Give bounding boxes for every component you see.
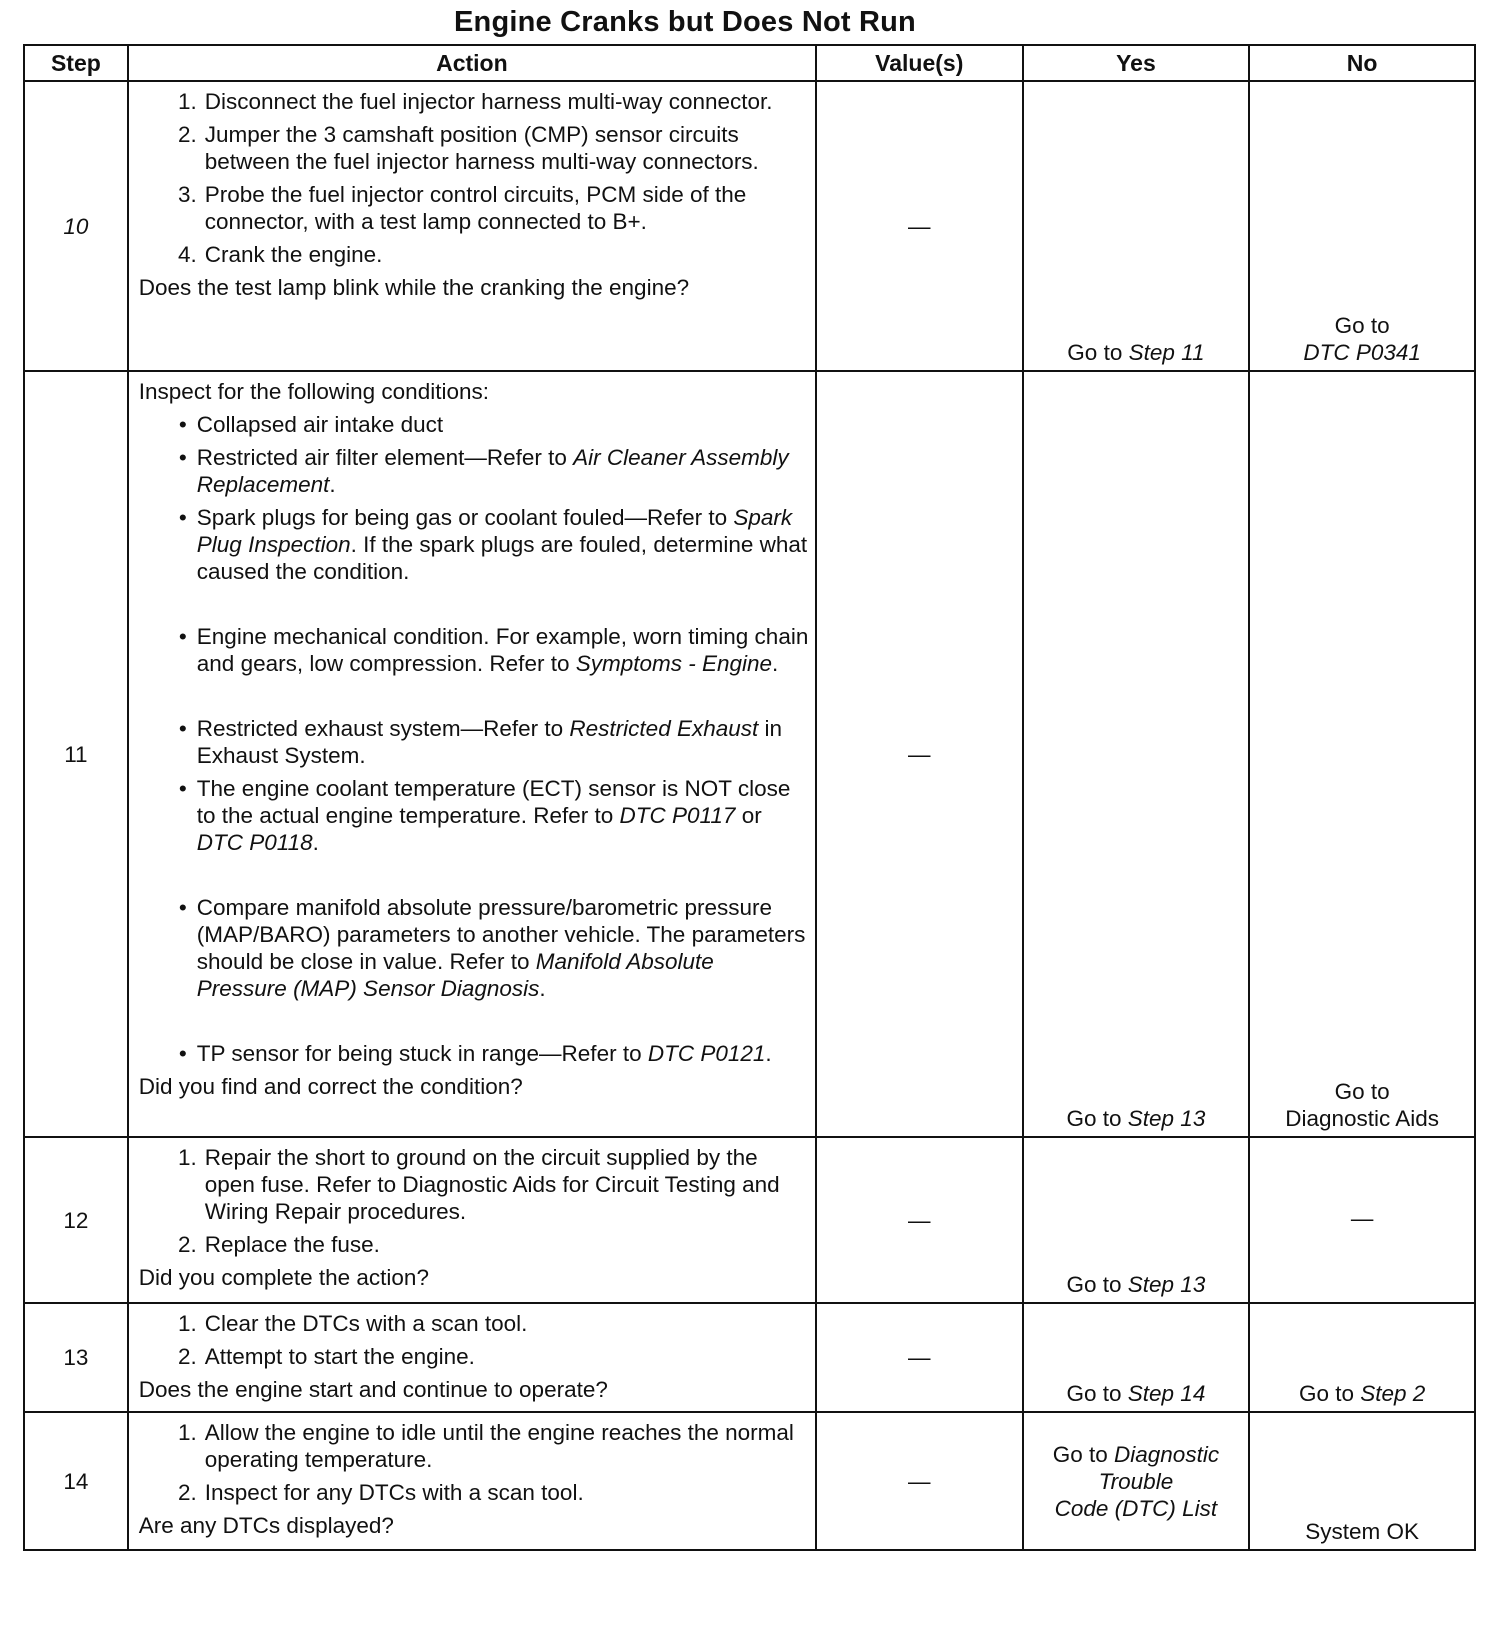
action-item: Allow the engine to idle until the engine reaches the normal operating temperature.: [204, 1420, 794, 1472]
no-cell: —: [1249, 1137, 1475, 1303]
ref-link[interactable]: DTC P0117: [619, 803, 736, 828]
yes-cell: Go to Step 13: [1023, 1137, 1250, 1303]
diagnostic-table: [23, 44, 1476, 1551]
no-link[interactable]: DTC P0341: [1303, 340, 1421, 365]
action-question: Does the test lamp blink while the cranking the engine?: [138, 275, 690, 300]
yes-cell: Go to Diagnostic Trouble Code (DTC) List: [1023, 1412, 1250, 1550]
condition-item: Restricted air filter element—Refer to Air Cleaner Assembly Replacement.: [196, 445, 789, 497]
action-question: Did you find and correct the condition?: [138, 1074, 523, 1099]
condition-item: Spark plugs for being gas or coolant fouled—Refer to Spark Plug Inspection. If the spark plugs are fouled, determine what caused the condition.: [196, 505, 808, 584]
table-row-step-12: [24, 1137, 1475, 1303]
value-cell: —: [816, 1137, 1023, 1303]
condition-item: Engine mechanical condition. For example, worn timing chain and gears, low compression. Refer to Symptoms - Engine.: [196, 624, 809, 676]
header-no: No: [1249, 45, 1475, 81]
value-cell: —: [816, 1303, 1023, 1412]
no-cell: Go to Step 2: [1249, 1303, 1475, 1412]
header-row: [24, 45, 1475, 81]
action-item: Inspect for any DTCs with a scan tool.: [204, 1480, 584, 1505]
step-number: 10: [24, 81, 128, 371]
ref-link[interactable]: Manifold Absolute Pressure (MAP) Sensor Diagnosis: [196, 949, 714, 1001]
step-number: 12: [24, 1137, 128, 1303]
yes-cell: Go to Step 14: [1023, 1303, 1250, 1412]
header-action: Action: [128, 45, 816, 81]
action-cell: 1. Clear the DTCs with a scan tool. 2. Attempt to start the engine. Does the engine start and continue to operate?: [128, 1303, 816, 1412]
yes-link[interactable]: Diagnostic: [1114, 1441, 1220, 1467]
condition-item: Restricted exhaust system—Refer to Restricted Exhaust in Exhaust System.: [196, 716, 783, 768]
yes-link[interactable]: Step 11: [1128, 340, 1205, 365]
yes-link[interactable]: Step 14: [1127, 1381, 1206, 1406]
table-row-step-13: [24, 1303, 1475, 1412]
ref-link[interactable]: DTC P0118: [196, 830, 313, 855]
action-cell: 1. Repair the short to ground on the circuit supplied by the open fuse. Refer to Diagnostic Aids for Circuit Testing and Wiring Repair procedures. 2. Replace the fuse. Did you complete the action?: [128, 1137, 816, 1303]
value-cell: —: [816, 1412, 1023, 1550]
value-cell: —: [816, 81, 1023, 371]
table-row-step-14: [24, 1412, 1475, 1550]
action-intro: Inspect for the following conditions:: [138, 379, 489, 404]
action-item: Attempt to start the engine.: [204, 1344, 475, 1369]
action-item: Repair the short to ground on the circuit supplied by the open fuse. Refer to Diagnostic Aids for Circuit Testing and Wiring Repair procedures.: [204, 1145, 780, 1224]
ref-link[interactable]: Spark Plug Inspection: [196, 505, 793, 557]
no-link[interactable]: Step 2: [1360, 1381, 1426, 1406]
action-item: Jumper the 3 camshaft position (CMP) sensor circuits between the fuel injector harness multi-way connectors.: [204, 122, 759, 174]
step-number: 14: [24, 1412, 128, 1550]
table-row-step-10: [24, 81, 1475, 371]
action-cell: 1. Allow the engine to idle until the engine reaches the normal operating temperature. 2. Inspect for any DTCs with a scan tool. Are any DTCs displayed?: [128, 1412, 816, 1550]
no-link[interactable]: Diagnostic Aids: [1285, 1106, 1440, 1131]
condition-item: TP sensor for being stuck in range—Refer to DTC P0121.: [196, 1041, 772, 1066]
condition-item: The engine coolant temperature (ECT) sensor is NOT close to the actual engine temperature. Refer to DTC P0117 or DTC P0118.: [196, 776, 791, 855]
action-cell: 1. Disconnect the fuel injector harness multi-way connector. 2. Jumper the 3 camshaft position (CMP) sensor circuits between the fuel injector harness multi-way connectors. 3. Probe the fuel injector control circuits, PCM side of the connector, with a test lamp connected to B+. 4. Crank the engine. Does the test lamp blink while the cranking the engine?: [128, 81, 816, 371]
header-step: Step: [24, 45, 128, 81]
condition-item: Collapsed air intake duct: [196, 412, 444, 437]
ref-link[interactable]: DTC P0121: [647, 1041, 766, 1066]
action-item: Crank the engine.: [204, 242, 383, 267]
action-item: Replace the fuse.: [204, 1232, 380, 1257]
yes-cell: Go to Step 13: [1023, 371, 1250, 1137]
yes-link[interactable]: Step 13: [1127, 1272, 1206, 1297]
action-cell: Inspect for the following conditions: • Collapsed air intake duct • Restricted air filter element—Refer to Air Cleaner Assembly Replacement. • Spark plugs for being gas or coolant fouled—Refer to Spark Plug Inspection. If the spark plugs are fouled, determine what caused the condition. • Engine mechanical condition. For example, worn timing chain and gears, low compression. Refer to Symptoms - Engine. • Restricted exhaust system—Refer to Restricted Exhaust in Exhaust System. • The engine coolant temperature (ECT) sensor is NOT close to the actual engine temperature. Refer to DTC P0117 or DTC P0118. • Compare manifold absolute pressure/barometric pressure (MAP/BARO) parameters to another vehicle. The parameters should be close in value. Refer to Manifold Absolute Pressure (MAP) Sensor Diagnosis. • TP sensor for being stuck in range—Refer to DTC P0121. Did you find and correct the condition?: [128, 371, 816, 1137]
step-number: 13: [24, 1303, 128, 1412]
table-row-step-11: [24, 371, 1475, 1137]
header-values: Value(s): [816, 45, 1023, 81]
action-item: Clear the DTCs with a scan tool.: [204, 1311, 528, 1336]
yes-link[interactable]: Step 13: [1127, 1106, 1206, 1131]
action-item: Disconnect the fuel injector harness multi-way connector.: [204, 89, 773, 114]
ref-link[interactable]: Air Cleaner Assembly Replacement: [196, 445, 789, 497]
no-cell: System OK: [1249, 1412, 1475, 1550]
action-question: Did you complete the action?: [138, 1265, 429, 1290]
yes-cell: Go to Step 11: [1023, 81, 1250, 371]
page-title: Engine Cranks but Does Not Run: [454, 6, 916, 38]
no-cell: Go to Diagnostic Aids: [1249, 371, 1475, 1137]
ref-link[interactable]: Symptoms - Engine: [575, 651, 773, 676]
action-question: Does the engine start and continue to operate?: [138, 1377, 608, 1402]
header-yes: Yes: [1023, 45, 1250, 81]
condition-item: Compare manifold absolute pressure/barometric pressure (MAP/BARO) parameters to another vehicle. The parameters should be close in value. Refer to Manifold Absolute Pressure (MAP) Sensor Diagnosis.: [196, 895, 806, 1001]
action-item: Probe the fuel injector control circuits, PCM side of the connector, with a test lamp connected to B+.: [204, 182, 747, 234]
action-question: Are any DTCs displayed?: [138, 1513, 394, 1538]
ref-link[interactable]: Restricted Exhaust: [569, 716, 759, 741]
step-number: 11: [24, 371, 128, 1137]
value-cell: —: [816, 371, 1023, 1137]
no-cell: Go to DTC P0341: [1249, 81, 1475, 371]
